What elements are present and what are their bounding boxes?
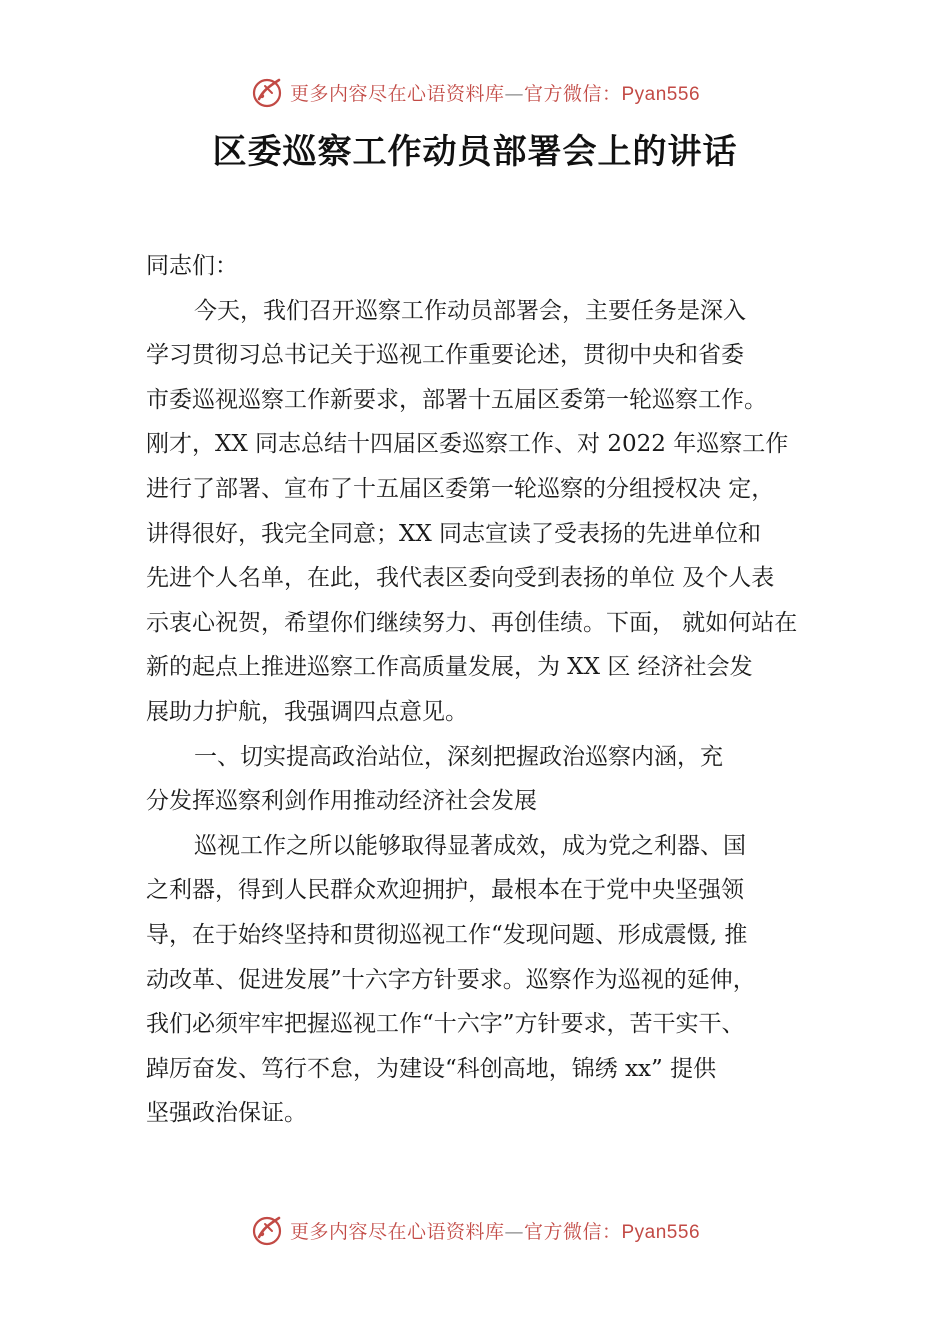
banner-text bbox=[290, 1217, 700, 1244]
paragraph-line: 刚才，XX 同志总结十四届区委巡察工作、对 2022 年巡察工作 bbox=[146, 431, 789, 458]
document-title: 区委巡察工作动员部署会上的讲话 bbox=[212, 132, 738, 172]
banner-main-text: 更多内容尽在心语资料库 bbox=[289, 82, 505, 105]
paragraph-line: 讲得很好，我完全同意；XX 同志宣读了受表扬的先进单位和 bbox=[146, 520, 762, 547]
footer-banner bbox=[0, 1210, 950, 1250]
brand-logo-icon bbox=[250, 1213, 284, 1247]
paragraph-line: 踔厉奋发、笃行不怠，为建设“科创高地，锦绣 xx” 提供 bbox=[146, 1055, 717, 1082]
paragraph-line: 巡视工作之所以能够取得显著成效，成为党之利器、国 bbox=[194, 832, 746, 859]
banner-wechat-label: 官方微信： bbox=[523, 1220, 622, 1243]
paragraph-line: 今天，我们召开巡察工作动员部署会，主要任务是深入 bbox=[194, 297, 746, 324]
section-heading-line: 分发挥巡察利剑作用推动经济社会发展 bbox=[146, 788, 537, 815]
section-heading-line: 一、切实提高政治站位，深刻把握政治巡察内涵，充 bbox=[194, 743, 723, 770]
paragraph-line: 市委巡视巡察工作新要求，部署十五届区委第一轮巡察工作。 bbox=[146, 386, 767, 413]
banner-wechat-label: 官方微信： bbox=[523, 82, 622, 105]
paragraph-line: 示衷心祝贺，希望你们继续努力、再创佳绩。下面， 就如何站在 bbox=[146, 609, 798, 636]
paragraph-line: 先进个人名单，在此，我代表区委向受到表扬的单位 及个人表 bbox=[146, 565, 775, 592]
banner-wechat-id: Pyan556 bbox=[621, 83, 701, 105]
brand-logo-icon bbox=[250, 75, 284, 109]
paragraph-line: 导，在于始终坚持和贯彻巡视工作“发现问题、形成震慑, 推 bbox=[146, 921, 748, 948]
salutation: 同志们： bbox=[146, 253, 238, 279]
banner-text bbox=[290, 79, 700, 106]
banner-separator: — bbox=[504, 82, 524, 105]
paragraph-line: 动改革、促进发展”十六字方针要求。巡察作为巡视的延伸， bbox=[146, 966, 756, 993]
paragraph-line: 我们必须牢牢把握巡视工作“十六字”方针要求，苦干实干、 bbox=[146, 1011, 745, 1038]
header-banner bbox=[0, 72, 950, 112]
paragraph-line: 新的起点上推进巡察工作高质量发展，为 XX 区 经济社会发 bbox=[146, 654, 753, 681]
paragraph-line: 学习贯彻习总书记关于巡视工作重要论述，贯彻中央和省委 bbox=[146, 342, 744, 369]
paragraph-line: 展助力护航，我强调四点意见。 bbox=[146, 698, 468, 725]
banner-separator: — bbox=[504, 1220, 524, 1243]
banner-wechat-id: Pyan556 bbox=[621, 1221, 701, 1243]
paragraph-line: 之利器，得到人民群众欢迎拥护，最根本在于党中央坚强领 bbox=[146, 877, 744, 904]
paragraph-line: 坚强政治保证。 bbox=[146, 1100, 307, 1127]
paragraph-line: 进行了部署、宣布了十五届区委第一轮巡察的分组授权决 定， bbox=[146, 475, 775, 502]
document-body bbox=[146, 244, 836, 1136]
banner-main-text: 更多内容尽在心语资料库 bbox=[289, 1220, 505, 1243]
